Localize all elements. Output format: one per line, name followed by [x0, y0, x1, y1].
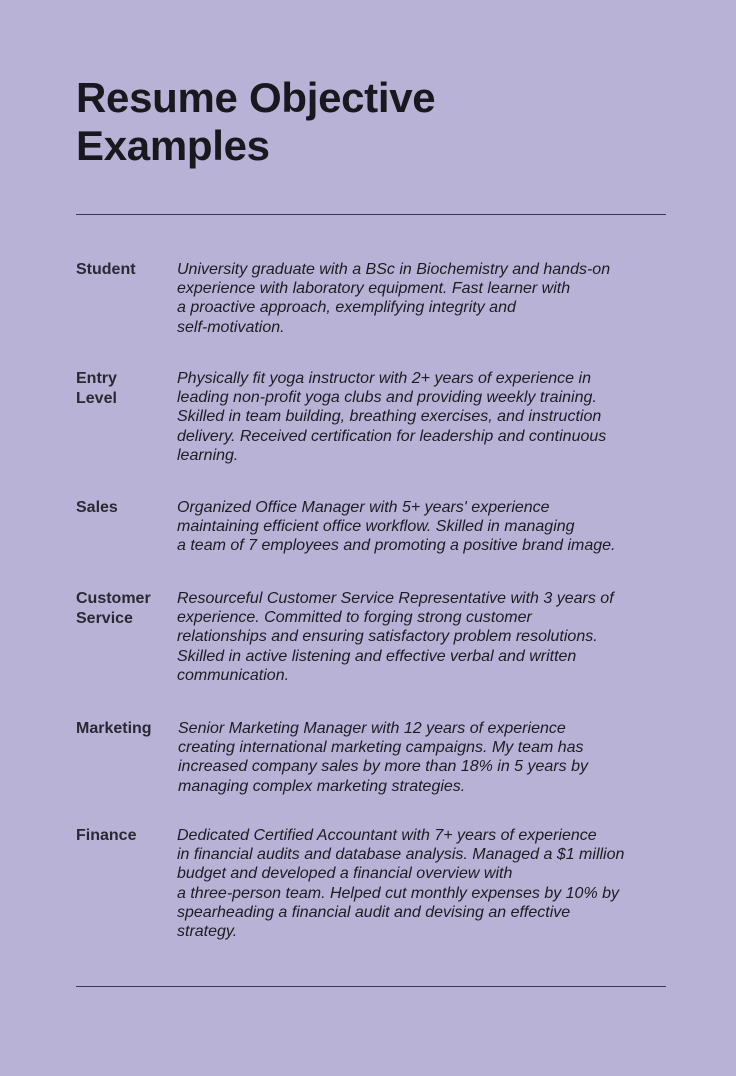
entry-text: Resourceful Customer Service Representative with 3 years of experience. Committed to forging strong customer relationships and ensuring satisfactory problem resolutions. Skilled in active listening and effective verbal and written communication.	[177, 590, 614, 684]
bottom-divider	[76, 986, 666, 987]
entry-label: Entry Level	[76, 370, 117, 407]
entry-text: University graduate with a BSc in Biochemistry and hands-on experience with laboratory equipment. Fast learner with a proactive approach, exemplifying integrity and self-motivation.	[177, 261, 611, 336]
entry-text: Organized Office Manager with 5+ years' experience maintaining efficient office workflow. Skilled in managing a team of 7 employees and promoting a positive brand image.	[177, 499, 616, 555]
entry-text: Senior Marketing Manager with 12 years of experience creating international marketing campaigns. My team has increased company sales by more than 18% in 5 years by managing complex marketing strategies.	[178, 720, 588, 795]
entry-label: Student	[76, 261, 136, 278]
entry-label: Customer Service	[76, 590, 151, 627]
entry-text: Dedicated Certified Accountant with 7+ years of experience in financial audits and database analysis. Managed a $1 million budget and developed a financial overview with a three-person team. Helped cut monthly expenses by 10% by spearheading a financial audit and devising an effective strategy.	[177, 827, 625, 941]
top-divider	[76, 214, 666, 215]
entry-label: Marketing	[76, 720, 152, 737]
page-title: Resume Objective Examples	[76, 74, 436, 169]
entry-label: Finance	[76, 827, 137, 844]
entry-text: Physically fit yoga instructor with 2+ years of experience in leading non-profit yoga clubs and providing weekly training. Skilled in team building, breathing exercises, and instruction delivery. Received certification for leadership and continuous learning.	[177, 370, 607, 464]
entry-label: Sales	[76, 499, 118, 516]
